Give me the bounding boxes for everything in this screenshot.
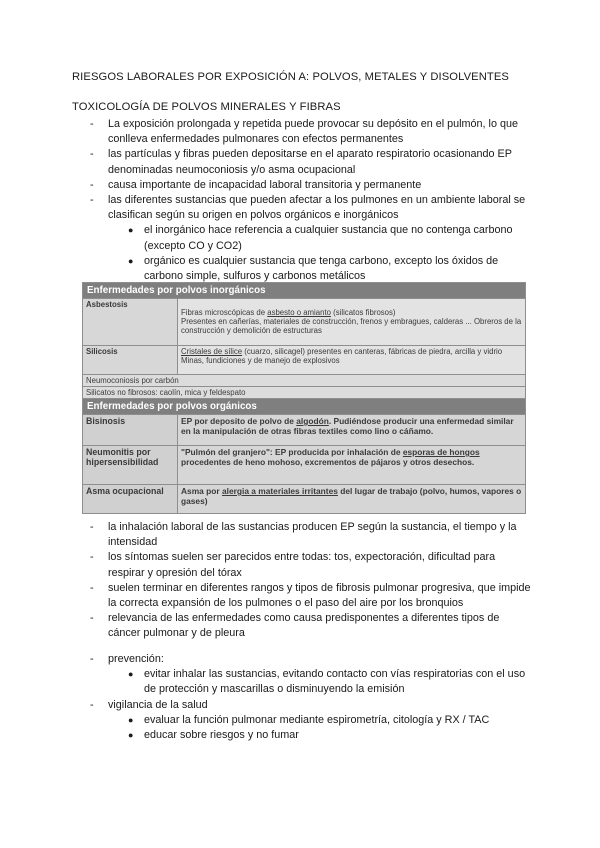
list-item: - vigilancia de la salud ● evaluar la función pulmonar mediante espirometría, citología y RX / TAC ● educar sobre riesgos y no fumar [72, 698, 532, 744]
list-item: - relevancia de las enfermedades como causa predisponentes a diferentes tipos de cáncer pulmonar y de pleura [90, 612, 500, 640]
sub-list-item: ● evitar inhalar las sustancias, evitando contacto con vías respiratorias con el uso de protección y mascarillas o disminuyendo la emisión [128, 668, 526, 696]
row-value: Asma por alergia a materiales irritantes del lugar de trabajo (polvo, humos, vapores o gases) [178, 485, 526, 514]
sub-bullet-list [108, 713, 532, 743]
row-value: Cristales de sílice (cuarzo, silicagel) presentes en canteras, fábricas de piedra, arcilla y vidrio Minas, fundiciones y de manejo de explosivos [178, 346, 526, 375]
row-key: Silicosis [83, 346, 178, 375]
table-row [83, 485, 526, 514]
list-item: - las diferentes sustancias que pueden afectar a los pulmones en un ambiente laboral se clasifican según su origen en polvos orgánicos e inorgánicos ● el inorgánico hace referencia a cualquier sustancia que no contenga carbono (excepto CO y CO2) ● orgánico es cualquier sustancia que tenga carbono, excepto los óxidos de carbono simple, sulfuros y carbonos metálicos [72, 193, 532, 284]
list-item: - las partículas y fibras pueden depositarse en el aparato respiratorio ocasionando EP denominadas neumoconiosis y/o asma ocupacional [90, 148, 512, 176]
row-value: Fibras microscópicas de asbesto o amianto (silicatos fibrosos) Presentes en cañerías, materiales de construcción, frenos y embragues, calderas ... Obreros de la construcción y demolición de estructuras [178, 299, 526, 346]
diseases-table [82, 282, 526, 514]
inorganic-header: Enfermedades por polvos inorgánicos [83, 283, 526, 299]
sub-list-item: ● el inorgánico hace referencia a cualquier sustancia que no contenga carbono (excepto CO y CO2) [128, 224, 513, 252]
row-key: Neumonitis por hipersensibilidad [83, 446, 178, 485]
sub-bullet-list [108, 667, 532, 697]
table-row [83, 346, 526, 375]
mid-bullet-list [72, 520, 532, 642]
row-key: Asma ocupacional [83, 485, 178, 514]
list-item: - causa importante de incapacidad laboral transitoria y permanente [90, 178, 422, 191]
row-key: Asbestosis [83, 299, 178, 346]
sub-list-item: ● orgánico es cualquier sustancia que tenga carbono, excepto los óxidos de carbono simple, sulfuros y carbonos metálicos [128, 254, 499, 283]
row-value: EP por deposito de polvo de algodón. Pudiéndose producir una enfermedad similar en la manipulación de otras fibras textiles como lino o cáñamo. [178, 415, 526, 446]
list-item: - prevención: ● evitar inhalar las sustancias, evitando contacto con vías respiratorias con el uso de protección y mascarillas o disminuyendo la emisión [72, 652, 532, 698]
table-row [83, 415, 526, 446]
list-item: - la inhalación laboral de las sustancias producen EP según la sustancia, el tiempo y la intensidad [90, 521, 517, 549]
table-row [83, 446, 526, 485]
list-item: - suelen terminar en diferentes rangos y tipos de fibrosis pulmonar progresiva, que impide la correcta expansión de los pulmones o el paso del aire por los bronquios [90, 581, 531, 610]
table-row [83, 299, 526, 346]
top-bullet-list [72, 117, 532, 284]
section-heading: TOXICOLOGÍA DE POLVOS MINERALES Y FIBRAS [72, 101, 341, 113]
organic-header: Enfermedades por polvos orgánicos [83, 399, 526, 415]
row-value: "Pulmón del granjero": EP producida por inhalación de esporas de hongos procedentes de heno mohoso, excrementos de pájaros y otros desechos. [178, 446, 526, 485]
full-row: Neumoconiosis por carbón [83, 375, 526, 387]
bottom-bullet-list [72, 652, 532, 743]
sub-list-item: ● evaluar la función pulmonar mediante espirometría, citología y RX / TAC [128, 713, 490, 726]
full-row: Silicatos no fibrosos: caolín, mica y feldespato [83, 387, 526, 399]
document-title: RIESGOS LABORALES POR EXPOSICIÓN A: POLVOS, METALES Y DISOLVENTES [72, 71, 509, 83]
row-key: Bisinosis [83, 415, 178, 446]
list-item: - La exposición prolongada y repetida puede provocar su depósito en el pulmón, lo que conlleva enfermedades pulmonares con efectos permanentes [90, 118, 518, 146]
sub-bullet-list [108, 223, 532, 284]
list-item: - los síntomas suelen ser parecidos entre todas: tos, expectoración, dificultad para respirar y opresión del tórax [90, 551, 496, 579]
sub-list-item: ● educar sobre riesgos y no fumar [128, 729, 299, 742]
